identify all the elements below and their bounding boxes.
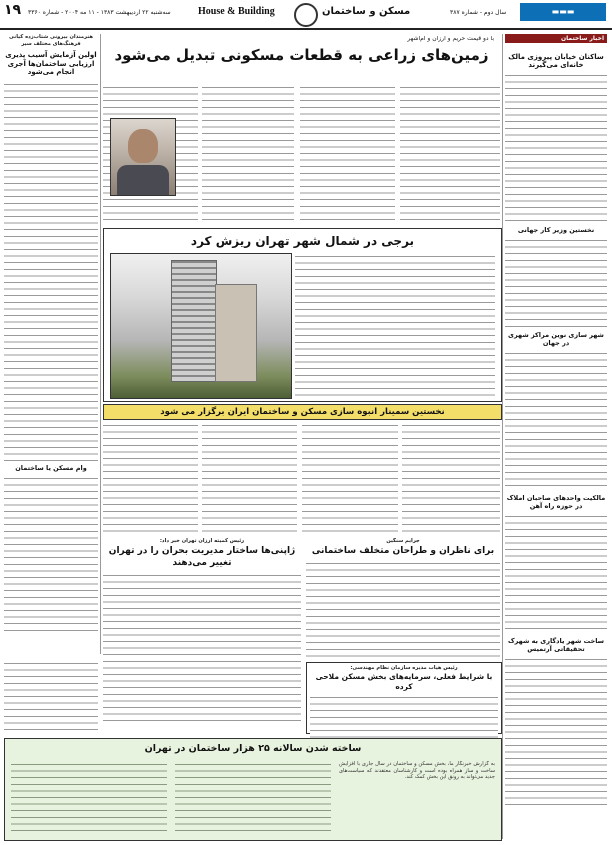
seminar-col-1	[103, 422, 198, 532]
column-rule	[502, 34, 503, 839]
tower-side	[215, 284, 257, 382]
sidebar-text-5	[505, 656, 607, 806]
japan-article	[103, 538, 301, 732]
newspaper-logo: ▬▬▬	[520, 3, 606, 21]
portrait-face	[128, 129, 158, 163]
tower-text	[295, 253, 495, 397]
left-subhead: وام مسکن یا ساختمان	[15, 463, 87, 472]
right-sidebar	[505, 34, 607, 839]
fines-article	[306, 538, 500, 658]
portrait-photo	[110, 118, 176, 196]
issue-line: سال دوم - شماره ۳۸۷	[450, 9, 507, 16]
japan-text	[103, 572, 301, 724]
seminar-col-3	[302, 422, 398, 532]
column-rule	[100, 34, 101, 654]
bottom-green-box	[4, 738, 502, 841]
main-col-4	[400, 84, 500, 224]
bottom-headline: ساخته شدن سالانه ۲۵ هزار ساختمان در تهران	[144, 743, 362, 754]
sidebar-text-3	[505, 350, 607, 490]
left-text-1	[4, 81, 98, 461]
sidebar-headline-5: ساخت شهر یادگاری به شهرک تحقیقاتی آرتمیس	[507, 637, 605, 653]
section-title-en: House & Building	[198, 6, 275, 17]
seminar-banner	[103, 404, 502, 420]
left-headline: اولین آزمایش آسیب پذیری ارزیابی ساختمان‌ها آجری انجام می‌شود	[5, 51, 97, 77]
sidebar-headline-1: ساکنان خیابان پیروزی مالک خانه‌ای می‌گیرند	[508, 53, 604, 69]
board-text	[310, 694, 498, 742]
bottom-col-2	[175, 761, 331, 835]
japan-kicker: رئیس کمیته ارزان تهران خبر داد:	[159, 538, 245, 544]
portrait-suit	[117, 165, 169, 195]
tower-headline: برجی در شمال شهر تهران ریزش کرد	[190, 234, 415, 248]
globe-icon	[294, 3, 318, 27]
board-article-box	[306, 662, 502, 734]
fines-kicker: جرایم سنگین	[386, 538, 420, 544]
japan-headline: ژاپنی‌ها ساختار مدیریت بحران را در تهران تغییر می‌دهند	[108, 545, 296, 568]
tower-article-box	[103, 228, 502, 402]
left-author-line: هنرمندان بیرونی شتاب‌زده کیانی فرهنگ‌های مختلف سیر	[9, 34, 93, 47]
main-kicker: با دو قیمت حریم و ارزان و ام‌اشهر	[407, 36, 494, 42]
tower-building	[171, 260, 217, 382]
section-title-fa: مسکن و ساختمان	[322, 6, 411, 17]
left-lower-text	[4, 660, 98, 732]
sidebar-text-2	[505, 237, 607, 327]
seminar-headline: نخستین سمینار انبوه سازی مسکن و ساختمان ایران برگزار می شود	[160, 407, 445, 417]
date-line: سه‌شنبه ۲۲ اردیبهشت ۱۳۸۳ - ۱۱ مه ۲۰۰۴ - شماره ۳۳۶۰	[28, 9, 171, 16]
main-col-2	[202, 84, 294, 224]
main-article	[103, 36, 500, 65]
tower-photo	[110, 253, 292, 399]
seminar-col-2	[202, 422, 297, 532]
sidebar-headline-2: نخستین وزیر کار جهانی	[517, 226, 595, 234]
sidebar-headline-4: مالکیت واحدهای صاحبان املاک در حوزه راه آهن	[506, 494, 606, 510]
sidebar-label: اخبار ساختمان	[505, 34, 607, 43]
bottom-col-1	[11, 761, 167, 835]
page-number: ۱۹	[4, 2, 22, 18]
main-headline: زمین‌های زراعی به قطعات مسکونی تبدیل می‌شود	[114, 45, 489, 64]
page-header	[0, 0, 612, 30]
fines-headline: برای ناظران و طراحان متخلف ساختمانی	[311, 545, 495, 556]
bottom-col-3: به گزارش خبرنگار ما، بخش مسکن و ساختمان در سال جاری با افزایش ساخت و ساز همراه بوده است و کارشناسان معتقدند که سیاست‌های جدید می‌تواند به رونق این بخش کمک کند.	[339, 761, 495, 781]
left-text-2	[4, 475, 98, 635]
board-subhead: رئیس هیات مدیره سازمان نظام مهندسی:	[350, 665, 458, 671]
left-column	[4, 34, 98, 654]
sidebar-text-4	[505, 513, 607, 633]
seminar-col-4	[402, 422, 500, 532]
sidebar-headline-3: شهر سازی نوین مراکز شهری در جهان	[508, 331, 604, 347]
board-headline: با شرایط فعلی، سرمایه‌های بخش مسکن ملاحی کرده	[315, 671, 493, 691]
sidebar-text-1	[505, 72, 607, 222]
fines-text	[306, 560, 500, 658]
main-col-3	[300, 84, 395, 224]
